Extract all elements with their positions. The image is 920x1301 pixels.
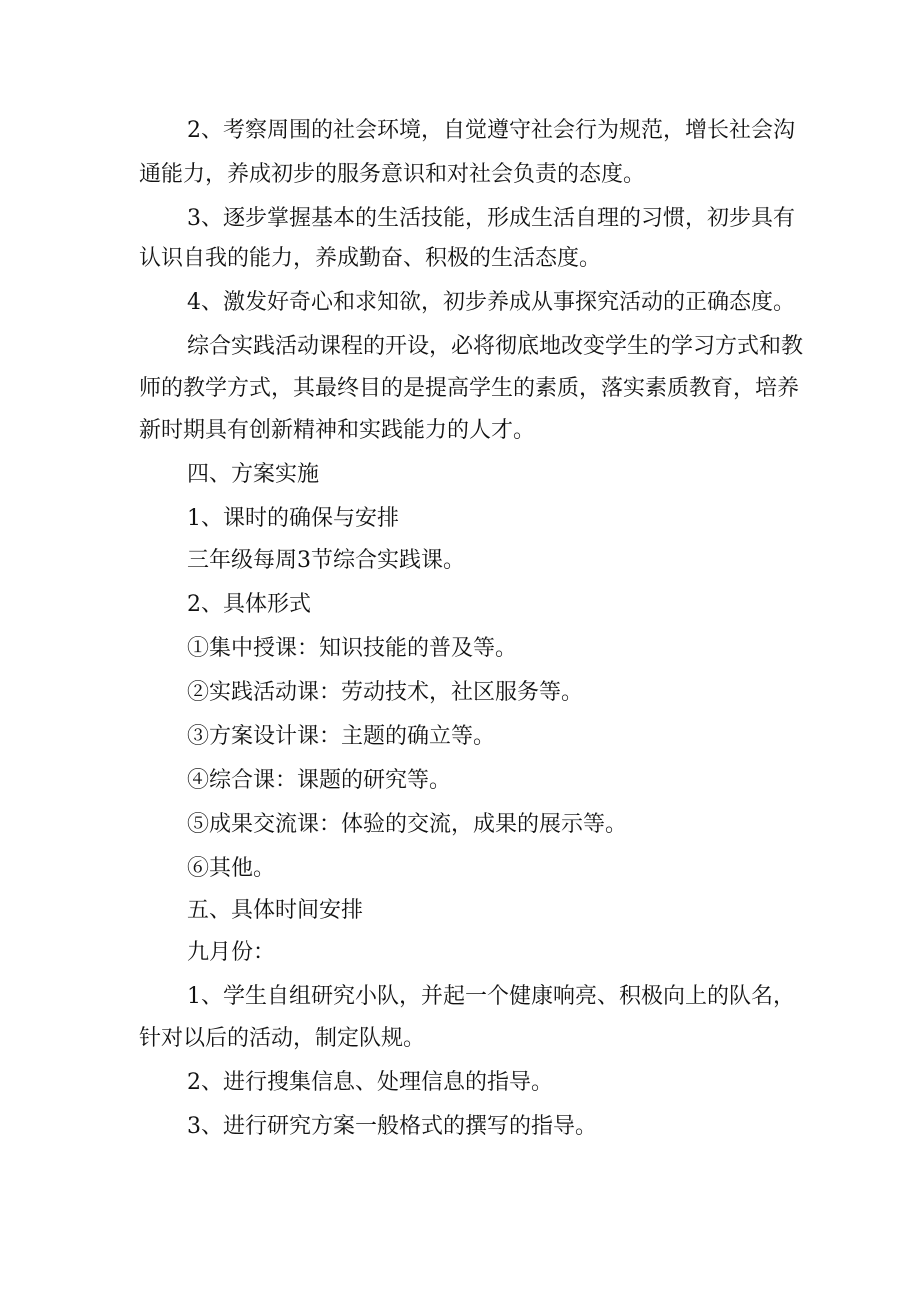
paragraph-line: 2、考察周围的社会环境，自觉遵守社会行为规范，增长社会沟 <box>187 118 795 143</box>
paragraph-line: 3、逐步掌握基本的生活技能，形成生活自理的习惯，初步具有 <box>187 206 795 231</box>
list-item: ①集中授课：知识技能的普及等。 <box>187 636 518 661</box>
paragraph-line: 针对以后的活动，制定队规。 <box>139 1026 426 1051</box>
list-item: ②实践活动课：劳动技术，社区服务等。 <box>187 680 584 705</box>
paragraph-line: 3、进行研究方案一般格式的撰写的指导。 <box>187 1114 597 1139</box>
list-item: ⑥其他。 <box>187 856 276 881</box>
paragraph-line: 三年级每周3节综合实践课。 <box>187 548 465 573</box>
subsection-heading: 2、具体形式 <box>187 592 311 617</box>
paragraph-line: 认识自我的能力，养成勤奋、积极的生活态度。 <box>139 246 602 271</box>
list-item: ④综合课：课题的研究等。 <box>187 768 452 793</box>
paragraph-line: 师的教学方式，其最终目的是提高学生的素质，落实素质教育，培养 <box>139 376 800 401</box>
month-label: 九月份： <box>187 940 276 965</box>
paragraph-line: 2、进行搜集信息、处理信息的指导。 <box>187 1070 553 1095</box>
subsection-heading: 1、课时的确保与安排 <box>187 506 399 531</box>
list-item: ③方案设计课：主题的确立等。 <box>187 724 496 749</box>
section-heading: 四、方案实施 <box>187 462 320 487</box>
paragraph-line: 1、学生自组研究小队，并起一个健康响亮、积极向上的队名， <box>187 984 795 1009</box>
section-heading: 五、具体时间安排 <box>187 898 364 923</box>
list-item: ⑤成果交流课：体验的交流，成果的展示等。 <box>187 812 628 837</box>
paragraph-line: 4、激发好奇心和求知欲，初步养成从事探究活动的正确态度。 <box>187 290 795 315</box>
paragraph-line: 新时期具有创新精神和实践能力的人才。 <box>139 418 536 443</box>
paragraph-line: 通能力，养成初步的服务意识和对社会负责的态度。 <box>139 162 646 187</box>
paragraph-line: 综合实践活动课程的开设，必将彻底地改变学生的学习方式和教 <box>187 334 804 359</box>
